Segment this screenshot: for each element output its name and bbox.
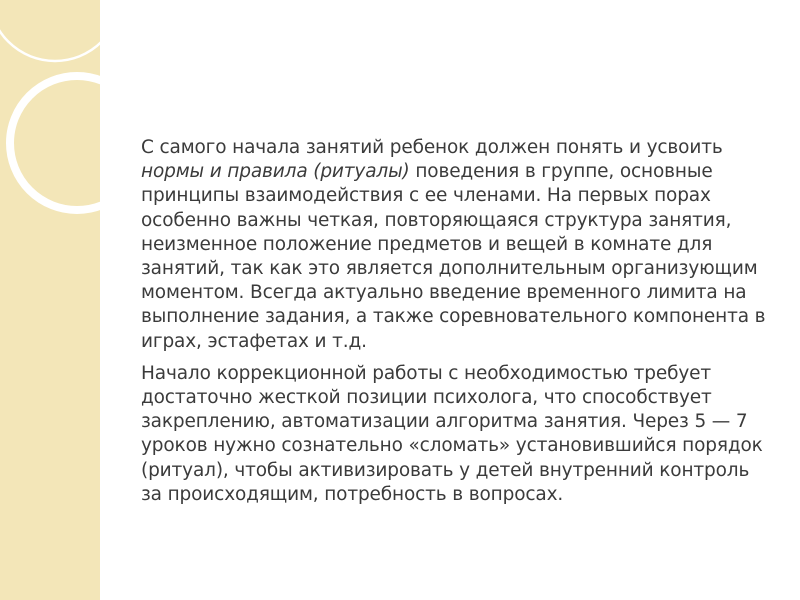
paragraph-1	[141, 136, 766, 354]
slide-body	[141, 136, 766, 515]
ring-top	[0, 0, 121, 61]
paragraph-1-rest: поведения в группе, основные принципы взаимодействия с ее членами. На первых порах особенно важны четкая, повторяющаяся структура занятия, неизменное положение предметов и вещей в комнате для занятий, так как это является дополнительным организующим моментом. Всегда актуально введение временного лимита на выполнение задания, а также соревновательного компонента в играх, эстафетах и т.д.	[141, 161, 766, 352]
paragraph-2: Начало коррекционной работы с необходимостью требует достаточно жесткой позиции психолога, что способствует закреплению, автоматизации алгоритма занятия. Через 5 — 7 уроков нужно сознательно «сломать» установившийся порядок (ритуал), чтобы активизировать у детей внутренний контроль за происходящим, потребность в вопросах.	[141, 362, 763, 505]
ring-middle	[10, 76, 144, 210]
paragraph-1-emphasis: нормы и правила (ритуалы)	[141, 161, 410, 183]
paragraph-1-start: С самого начала занятий ребенок должен понять и усвоить	[141, 137, 723, 158]
